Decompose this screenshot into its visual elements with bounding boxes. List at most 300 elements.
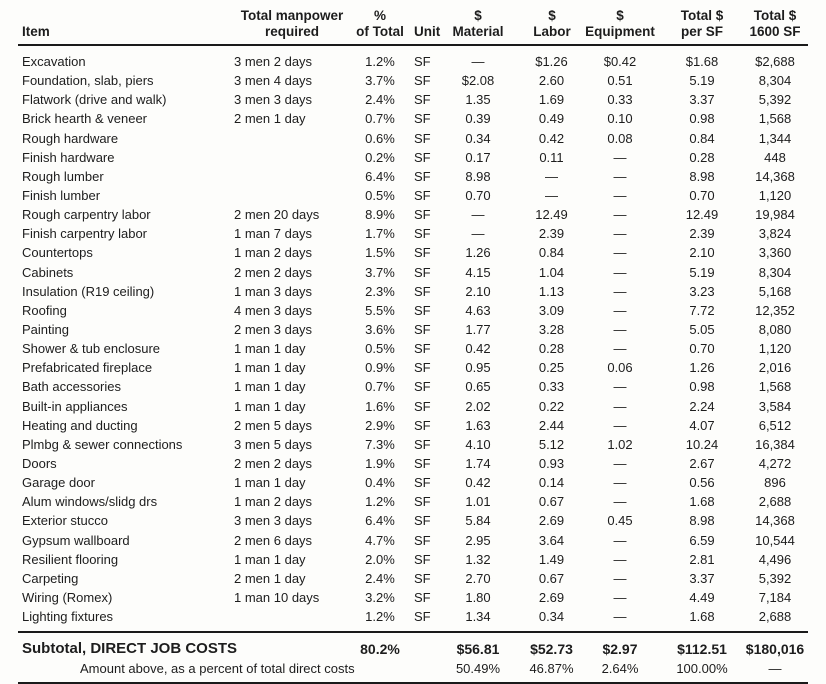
cell-pct: 3.2% — [365, 590, 395, 605]
cell-labor: 0.67 — [538, 570, 565, 586]
cell-manpower: 1 man 1 day — [234, 551, 306, 567]
cell-total_1600: 7,184 — [758, 590, 792, 605]
cell-item: Rough hardware — [22, 130, 119, 146]
cell-equipment: — — [613, 149, 627, 165]
cell-total_1600: 8,080 — [758, 322, 792, 338]
cell-manpower: 1 man 1 day — [234, 360, 306, 376]
cell-total_1600: 2,688 — [758, 609, 792, 625]
cell-labor: 2.69 — [538, 513, 565, 529]
cell-pct: 0.7% — [365, 379, 395, 395]
cell-item: Garage door — [22, 475, 95, 491]
cell-unit: SF — [414, 54, 431, 70]
cell-item: Countertops — [22, 245, 93, 261]
cell-per_sf: 6.59 — [689, 532, 715, 548]
cell-pct: 3.7% — [365, 264, 395, 280]
subtotal-total-1600: $180,016 — [742, 632, 808, 660]
cell-labor: 0.25 — [538, 360, 565, 376]
cell-equipment: — — [613, 475, 627, 491]
cell-item: Wiring (Romex) — [22, 590, 113, 605]
cell-pct: 2.9% — [365, 417, 395, 433]
table-row — [18, 224, 808, 243]
cell-unit: SF — [414, 590, 431, 605]
cell-total_1600: 1,120 — [758, 188, 792, 204]
cell-labor: 2.60 — [538, 73, 565, 89]
cell-total_1600: 1,344 — [758, 130, 792, 146]
cell-equipment: — — [613, 264, 627, 280]
cell-total_1600: 8,304 — [758, 73, 792, 89]
cell-pct: 0.5% — [365, 188, 395, 204]
cell-total_1600: 3,360 — [758, 245, 792, 261]
cell-equipment: 1.02 — [607, 436, 633, 452]
cell-per_sf: 4.07 — [689, 417, 715, 433]
subtotal-pct: 80.2% — [350, 632, 410, 660]
cell-material: 2.02 — [465, 398, 491, 414]
cell-unit: SF — [414, 436, 431, 452]
header-pct-line1: % — [373, 8, 386, 23]
cell-manpower: 3 men 3 days — [234, 513, 313, 529]
cell-manpower: 1 man 7 days — [234, 226, 313, 242]
cell-item: Foundation, slab, piers — [22, 73, 154, 89]
cell-equipment: — — [613, 207, 627, 223]
percent-row-material: 50.49% — [444, 660, 512, 683]
header-material-line1: $ — [474, 8, 482, 23]
cell-material: 1.32 — [465, 551, 491, 567]
cell-unit: SF — [414, 283, 431, 299]
cell-equipment: — — [613, 322, 627, 338]
cell-labor: 1.04 — [538, 264, 565, 280]
percent-row-per-sf: 100.00% — [662, 660, 742, 683]
cell-item: Plmbg & sewer connections — [22, 436, 183, 452]
cell-pct: 7.3% — [365, 436, 395, 452]
table-row — [18, 45, 808, 71]
cell-equipment: — — [613, 551, 627, 567]
cell-total_1600: 3,584 — [758, 398, 792, 414]
cell-labor: 2.44 — [538, 417, 565, 433]
cell-pct: 1.7% — [365, 226, 395, 242]
table-row — [18, 339, 808, 358]
cell-material: 2.10 — [465, 283, 491, 299]
cell-item: Painting — [22, 322, 69, 338]
cell-manpower: 1 man 3 days — [234, 283, 313, 299]
cell-labor: 5.12 — [538, 436, 565, 452]
table-row — [18, 531, 808, 550]
cell-unit: SF — [414, 245, 431, 261]
cell-per_sf: 1.68 — [689, 494, 715, 510]
cell-material: 8.98 — [465, 168, 491, 184]
table-row — [18, 473, 808, 492]
table-row — [18, 301, 808, 320]
cell-unit: SF — [414, 130, 431, 146]
cell-unit: SF — [414, 417, 431, 433]
cell-per_sf: $1.68 — [685, 54, 719, 70]
percent-of-direct-costs-row — [18, 660, 808, 683]
subtotal-per-sf: $112.51 — [662, 632, 742, 660]
table-row — [18, 90, 808, 109]
subtotal-material: $56.81 — [444, 632, 512, 660]
cell-equipment: 0.33 — [607, 92, 633, 108]
cell-per_sf: 8.98 — [689, 168, 715, 184]
cell-material: 0.42 — [465, 341, 491, 357]
cell-manpower: 3 men 5 days — [234, 436, 313, 452]
cell-equipment: — — [613, 283, 627, 299]
cell-labor: 2.69 — [538, 590, 565, 605]
cell-total_1600: 16,384 — [755, 436, 795, 452]
cell-equipment: — — [613, 302, 627, 318]
percent-row-labor: 46.87% — [512, 660, 578, 683]
cell-item: Shower & tub enclosure — [22, 341, 161, 357]
cell-material: — — [471, 207, 485, 223]
cell-material: 0.70 — [465, 188, 491, 204]
table-row — [18, 109, 808, 128]
cell-material: 2.70 — [465, 570, 491, 586]
cell-labor: 1.13 — [538, 283, 565, 299]
cell-pct: 2.3% — [365, 283, 395, 299]
cell-per_sf: 0.70 — [689, 341, 715, 357]
subtotal-equipment: $2.97 — [578, 632, 662, 660]
cell-item: Rough lumber — [22, 168, 104, 184]
table-body — [18, 45, 808, 632]
table-row — [18, 167, 808, 186]
cell-pct: 0.4% — [365, 475, 395, 491]
cell-labor: 0.14 — [538, 475, 565, 491]
table-row — [18, 320, 808, 339]
table-row — [18, 492, 808, 511]
table-row — [18, 435, 808, 454]
cell-labor: 0.67 — [538, 494, 565, 510]
cell-item: Bath accessories — [22, 379, 121, 395]
subtotal-labor: $52.73 — [512, 632, 578, 660]
cell-total_1600: 1,120 — [758, 341, 792, 357]
cell-total_1600: 4,496 — [758, 551, 792, 567]
table-row — [18, 148, 808, 167]
cell-item: Finish hardware — [22, 149, 115, 165]
cell-unit: SF — [414, 149, 431, 165]
cell-manpower: 2 men 1 day — [234, 570, 306, 586]
table-row — [18, 186, 808, 205]
cell-total_1600: 448 — [764, 149, 786, 165]
cell-equipment: — — [613, 609, 627, 625]
table-header — [18, 0, 808, 45]
cell-labor: 0.93 — [538, 456, 565, 472]
cell-total_1600: 2,016 — [758, 360, 792, 376]
cell-material: 1.34 — [465, 609, 491, 625]
subtotal-label: Subtotal, DIRECT JOB COSTS — [18, 632, 350, 660]
table-footer — [18, 632, 808, 683]
cell-unit: SF — [414, 264, 431, 280]
cell-manpower: 3 men 3 days — [234, 92, 313, 108]
cell-equipment: — — [613, 456, 627, 472]
cell-manpower — [222, 607, 350, 632]
cell-labor: $1.26 — [535, 54, 568, 70]
cell-pct: 1.5% — [365, 245, 395, 261]
cell-pct: 6.4% — [365, 513, 395, 529]
cell-total_1600: 12,352 — [755, 302, 795, 318]
cell-material: 1.80 — [465, 590, 491, 605]
table-row — [18, 377, 808, 396]
header-total-1600-sf — [742, 0, 808, 45]
cell-pct: 0.2% — [365, 149, 395, 165]
table-row — [18, 416, 808, 435]
cell-item: Roofing — [22, 302, 67, 318]
table-row — [18, 205, 808, 224]
cell-manpower: 2 men 2 days — [234, 264, 313, 280]
cell-total_1600: 5,392 — [758, 92, 792, 108]
cell-item: Exterior stucco — [22, 513, 108, 529]
cell-unit: SF — [414, 73, 431, 89]
cell-per_sf: 0.56 — [689, 475, 715, 491]
cell-item: Excavation — [22, 54, 86, 70]
cell-pct: 0.6% — [365, 130, 395, 146]
cell-total_1600: 5,392 — [758, 570, 792, 586]
cell-material: 1.63 — [465, 417, 491, 433]
cell-per_sf: 0.98 — [689, 379, 715, 395]
cell-equipment: 0.45 — [607, 513, 633, 529]
cell-manpower — [222, 186, 350, 205]
cell-pct: 3.6% — [365, 322, 395, 338]
cell-material: 1.01 — [465, 494, 491, 510]
table-row — [18, 282, 808, 301]
cell-equipment: — — [613, 570, 627, 586]
header-manpower — [222, 0, 350, 45]
table-row — [18, 358, 808, 377]
header-unit-line2: Unit — [414, 23, 441, 39]
table-row — [18, 550, 808, 569]
cell-material: — — [471, 54, 485, 70]
cell-unit: SF — [414, 322, 431, 338]
cell-total_1600: 896 — [764, 475, 786, 491]
cell-unit: SF — [414, 360, 431, 376]
table-row — [18, 129, 808, 148]
header-per-sf-line2: per SF — [680, 23, 723, 39]
cell-equipment: $0.42 — [603, 54, 637, 70]
cell-pct: 5.5% — [365, 302, 395, 318]
cell-labor: — — [545, 168, 558, 184]
cell-equipment: — — [613, 417, 627, 433]
cell-manpower: 1 man 2 days — [234, 245, 313, 261]
cell-per_sf: 5.05 — [689, 322, 715, 338]
cell-material: 5.84 — [465, 513, 491, 529]
cell-labor: 0.84 — [538, 245, 565, 261]
cell-per_sf: 2.81 — [689, 551, 715, 567]
cell-total_1600: 14,368 — [755, 513, 795, 529]
percent-row-equipment: 2.64% — [578, 660, 662, 683]
cell-material: 0.42 — [465, 475, 491, 491]
direct-job-costs-table — [18, 0, 808, 684]
cell-labor: 0.33 — [538, 379, 565, 395]
cell-unit: SF — [414, 570, 431, 586]
cell-unit: SF — [414, 111, 431, 127]
cell-equipment: 0.10 — [607, 111, 633, 127]
table-row — [18, 243, 808, 262]
header-material — [444, 0, 512, 45]
header-pct-of-total — [350, 0, 410, 45]
cell-unit: SF — [414, 379, 431, 395]
cell-unit: SF — [414, 475, 431, 491]
subtotal-row — [18, 632, 808, 660]
cell-manpower: 2 men 3 days — [234, 322, 313, 338]
cell-per_sf: 5.19 — [689, 264, 715, 280]
cell-item: Finish carpentry labor — [22, 226, 147, 242]
cell-material: 4.63 — [465, 302, 491, 318]
cell-total_1600: 1,568 — [758, 379, 792, 395]
cell-material: $2.08 — [461, 73, 495, 89]
header-labor — [512, 0, 578, 45]
cell-item: Alum windows/slidg drs — [22, 494, 158, 510]
header-pct-line2: of Total — [356, 23, 404, 39]
table-row — [18, 397, 808, 416]
cell-item: Finish lumber — [22, 188, 101, 204]
cell-total_1600: 19,984 — [755, 207, 795, 223]
cell-unit: SF — [414, 513, 431, 529]
cell-item: Heating and ducting — [22, 417, 138, 433]
cell-per_sf: 7.72 — [689, 302, 715, 318]
cell-item: Brick hearth & veneer — [22, 111, 148, 127]
cell-per_sf: 2.39 — [689, 226, 715, 242]
header-per-sf-line1: Total $ — [680, 8, 724, 23]
cell-per_sf: 8.98 — [689, 513, 715, 529]
cell-per_sf: 3.23 — [689, 283, 715, 299]
cell-material: 0.17 — [465, 149, 491, 165]
cell-manpower: 2 men 2 days — [234, 456, 313, 472]
cell-equipment: — — [613, 168, 627, 184]
cell-total_1600: $2,688 — [755, 54, 795, 70]
cell-pct: 1.2% — [365, 609, 395, 625]
header-unit — [410, 0, 444, 45]
table-row — [18, 263, 808, 282]
cell-per_sf: 0.28 — [689, 149, 715, 165]
cell-item: Prefabricated fireplace — [22, 360, 153, 376]
cell-equipment: — — [613, 188, 627, 204]
cell-pct: 2.4% — [365, 92, 395, 108]
header-equipment-line2: Equipment — [585, 23, 655, 39]
cell-per_sf: 5.19 — [689, 73, 715, 89]
percent-row-label: Amount above, as a percent of total direct costs — [18, 660, 410, 683]
cell-labor: 3.28 — [538, 322, 565, 338]
cell-unit: SF — [414, 226, 431, 242]
table-row — [18, 588, 808, 607]
cell-pct: 0.7% — [365, 111, 395, 127]
cell-labor: 0.42 — [538, 130, 565, 146]
cell-total_1600: 5,168 — [758, 283, 792, 299]
cell-per_sf: 2.24 — [689, 398, 715, 414]
cell-unit: SF — [414, 188, 431, 204]
cell-material: 1.77 — [465, 322, 491, 338]
cell-equipment: 0.08 — [607, 130, 633, 146]
header-1600-sf-line1: Total $ — [753, 8, 797, 23]
cell-equipment: — — [613, 398, 627, 414]
cell-manpower: 3 men 4 days — [234, 73, 313, 89]
cell-manpower: 4 men 3 days — [234, 302, 313, 318]
cell-unit: SF — [414, 207, 431, 223]
header-equipment — [578, 0, 662, 45]
cell-labor: 2.39 — [538, 226, 565, 242]
cell-labor: 1.69 — [538, 92, 565, 108]
table-row — [18, 454, 808, 473]
cell-unit: SF — [414, 302, 431, 318]
cell-item: Rough carpentry labor — [22, 207, 151, 223]
header-labor-line1: $ — [548, 8, 556, 23]
cell-per_sf: 4.49 — [689, 590, 715, 605]
cell-equipment: — — [613, 226, 627, 242]
cell-manpower: 2 men 1 day — [234, 111, 306, 127]
percent-row-total-1600: — — [742, 660, 808, 683]
cell-pct: 1.6% — [365, 398, 395, 414]
cell-per_sf: 12.49 — [685, 207, 719, 223]
cell-total_1600: 14,368 — [755, 168, 795, 184]
cell-material: 1.35 — [465, 92, 491, 108]
cell-unit: SF — [414, 168, 431, 184]
cell-labor: 0.28 — [538, 341, 565, 357]
cell-manpower: 1 man 2 days — [234, 494, 313, 510]
cell-manpower — [222, 129, 350, 148]
cell-total_1600: 1,568 — [758, 111, 792, 127]
cell-per_sf: 3.37 — [689, 92, 715, 108]
cell-labor: 12.49 — [535, 207, 568, 223]
cell-labor: 3.64 — [538, 532, 565, 548]
cell-pct: 1.9% — [365, 456, 395, 472]
cell-material: 0.95 — [465, 360, 491, 376]
table-row — [18, 71, 808, 90]
cell-equipment: — — [613, 341, 627, 357]
cell-labor: 0.34 — [538, 609, 565, 625]
cell-manpower: 1 man 1 day — [234, 379, 306, 395]
cell-equipment: — — [613, 590, 627, 605]
cell-manpower: 3 men 2 days — [234, 54, 313, 70]
cell-material: 4.10 — [465, 436, 491, 452]
cell-material: 1.74 — [465, 456, 491, 472]
cell-total_1600: 4,272 — [758, 456, 792, 472]
cell-material: 0.65 — [465, 379, 491, 395]
cell-equipment: 0.06 — [607, 360, 633, 376]
cell-material: 4.15 — [465, 264, 491, 280]
cell-per_sf: 0.84 — [689, 130, 715, 146]
cell-item: Lighting fixtures — [22, 609, 114, 625]
cell-unit: SF — [414, 92, 431, 108]
cell-per_sf: 2.10 — [689, 245, 715, 261]
cell-unit: SF — [414, 398, 431, 414]
cell-unit: SF — [414, 609, 431, 625]
cell-manpower: 1 man 1 day — [234, 398, 306, 414]
cell-per_sf: 10.24 — [685, 436, 719, 452]
cell-pct: 8.9% — [365, 207, 395, 223]
cell-manpower: 2 men 5 days — [234, 417, 313, 433]
header-labor-line2: Labor — [533, 23, 571, 39]
cell-material: 0.34 — [465, 130, 491, 146]
cell-item: Flatwork (drive and walk) — [22, 92, 167, 108]
cell-pct: 1.2% — [365, 494, 395, 510]
header-item — [18, 0, 222, 45]
cell-labor: 1.49 — [538, 551, 565, 567]
cell-unit: SF — [414, 341, 431, 357]
cell-labor: 3.09 — [538, 302, 565, 318]
cell-material: 0.39 — [465, 111, 491, 127]
header-manpower-line1: Total manpower — [240, 8, 344, 23]
cell-material: — — [471, 226, 485, 242]
cell-pct: 2.4% — [365, 570, 395, 586]
cell-per_sf: 1.68 — [689, 609, 715, 625]
cell-per_sf: 0.98 — [689, 111, 715, 127]
cell-labor: 0.49 — [538, 111, 565, 127]
cell-item: Cabinets — [22, 264, 74, 280]
cell-pct: 6.4% — [365, 168, 395, 184]
cell-total_1600: 6,512 — [758, 417, 792, 433]
cell-manpower: 2 men 6 days — [234, 532, 313, 548]
percent-row-unit — [410, 660, 444, 683]
cell-pct: 0.9% — [365, 360, 395, 376]
header-manpower-line2: required — [264, 23, 319, 39]
cell-per_sf: 1.26 — [689, 360, 715, 376]
cell-item: Built-in appliances — [22, 398, 128, 414]
